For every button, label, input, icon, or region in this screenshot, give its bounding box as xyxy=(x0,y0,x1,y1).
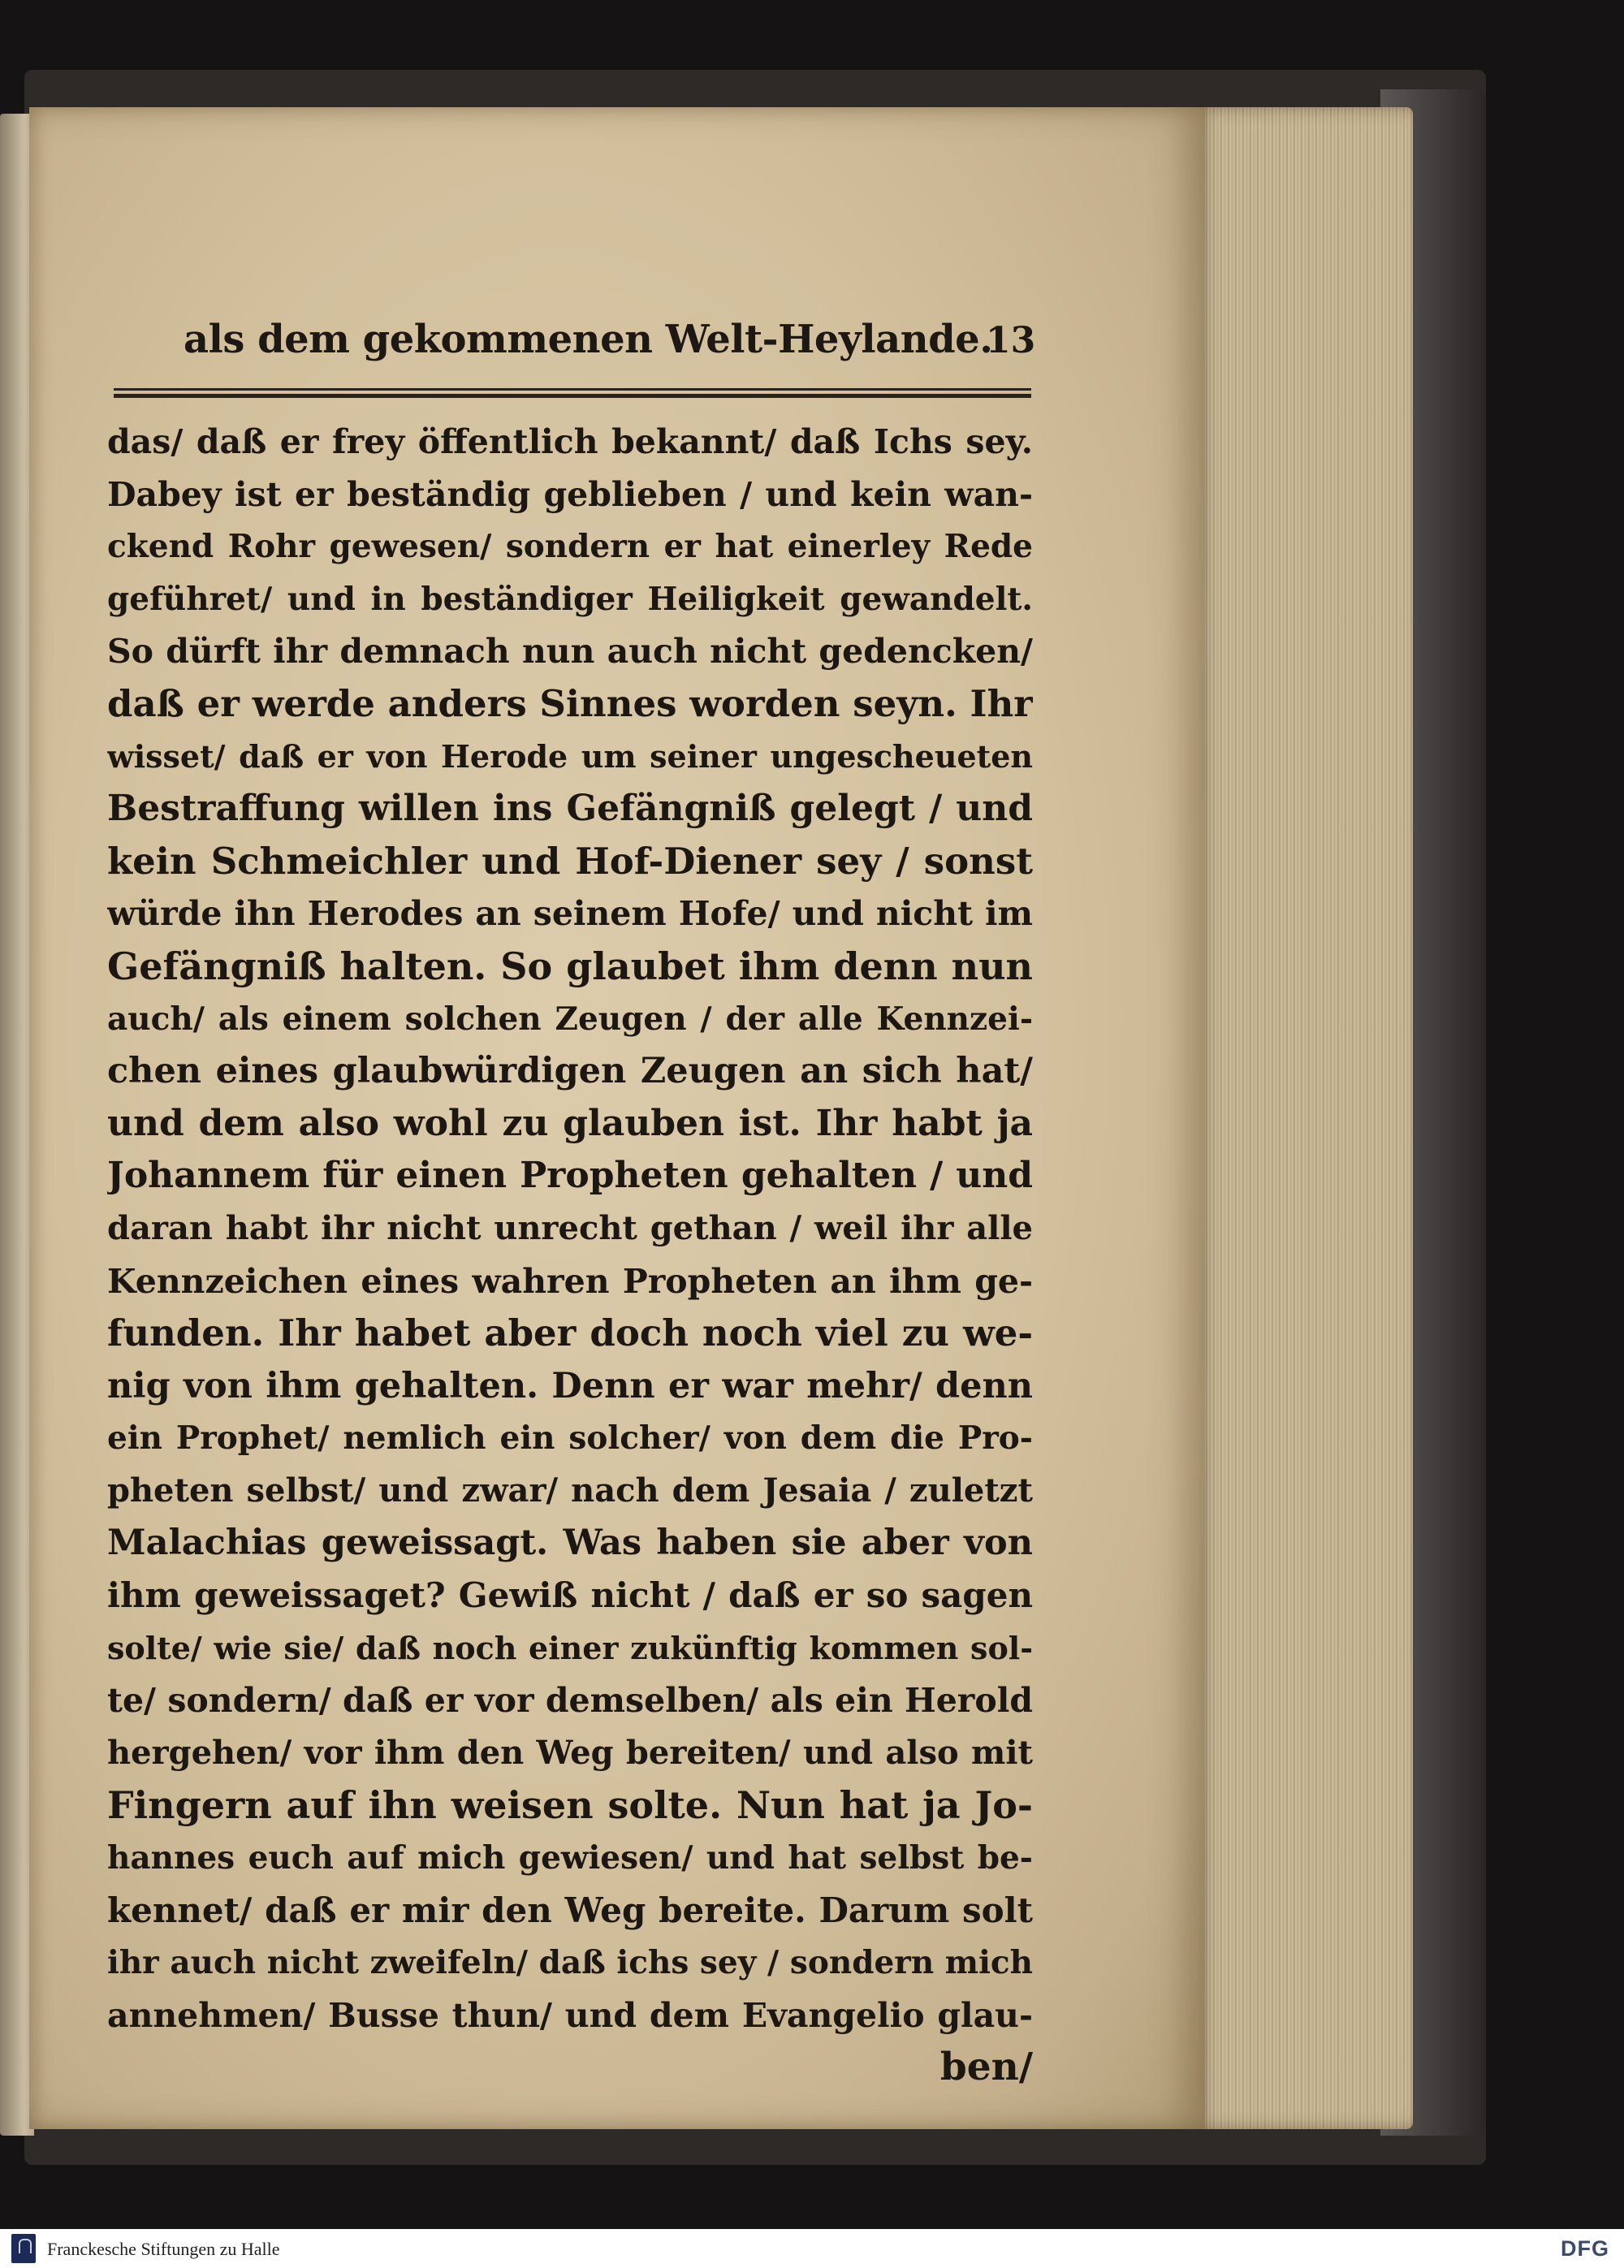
text-line: Johannem für einen Propheten gehalten / und xyxy=(107,1155,1033,1197)
text-line: würde ihn Herodes an seinem Hofe/ und nicht im xyxy=(107,894,1033,934)
institution-name: Franckesche Stiftungen zu Halle xyxy=(47,2239,280,2259)
text-line: solte/ wie sie/ daß noch einer zukünftig kommen sol- xyxy=(107,1629,1033,1666)
text-line: ihm geweissaget? Gewiß nicht / daß er so sagen xyxy=(107,1575,1033,1616)
text-line: te/ sondern/ daß er vor demselben/ als ein Herold xyxy=(107,1681,1033,1721)
catchword-line: ben/ xyxy=(939,2045,1033,2090)
text-line: pheten selbst/ und zwar/ nach dem Jesaia / zuletzt xyxy=(107,1471,1033,1510)
text-line: nig von ihm gehalten. Denn er war mehr/ denn xyxy=(107,1365,1033,1406)
book-page xyxy=(29,107,1205,2129)
text-line: kennet/ daß er mir den Weg bereite. Darum solt xyxy=(107,1890,1033,1930)
text-line: ein Prophet/ nemlich ein solcher/ von dem die Pro- xyxy=(107,1419,1033,1458)
text-line: funden. Ihr habet aber doch noch viel zu we- xyxy=(107,1311,1033,1355)
text-line: Kennzeichen eines wahren Propheten an ihm ge- xyxy=(107,1261,1033,1301)
text-line: geführet/ und in beständiger Heiligkeit gewandelt. xyxy=(107,580,1033,618)
text-line: hannes euch auf mich gewiesen/ und hat selbst be- xyxy=(107,1839,1033,1877)
text-line: chen eines glaubwürdigen Zeugen an sich hat/ xyxy=(107,1051,1033,1092)
text-line: annehmen/ Busse thun/ und dem Evangelio glau- xyxy=(107,1995,1033,2035)
text-line: So dürft ihr demnach nun auch nicht gedencken/ xyxy=(107,632,1033,672)
text-line: und dem also wohl zu glauben ist. Ihr habt ja xyxy=(107,1102,1033,1144)
text-line: wisset/ daß er von Herode um seiner ungescheueten xyxy=(107,737,1033,775)
text-line: Gefängniß halten. So glaubet ihm denn nun xyxy=(107,944,1033,988)
text-line: Bestraffung willen ins Gefängniß gelegt / und xyxy=(107,788,1033,830)
text-line: Fingern auf ihn weisen solte. Nun hat ja Jo- xyxy=(107,1783,1033,1828)
text-line: das/ daß er frey öffentlich bekannt/ daß Ichs sey. xyxy=(107,422,1033,461)
page-block-edge xyxy=(1194,107,1413,2129)
text-line: daran habt ihr nicht unrecht gethan / weil ihr alle xyxy=(107,1208,1033,1247)
institution-logo-icon xyxy=(11,2234,36,2263)
text-line: ihr auch nicht zweifeln/ daß ichs sey / sondern mich xyxy=(107,1944,1033,1982)
body-text xyxy=(107,416,1033,2137)
text-line: ckend Rohr gewesen/ sondern er hat einerley Rede xyxy=(107,528,1033,566)
header-rule xyxy=(114,388,1031,400)
text-line: kein Schmeichler und Hof-Diener sey / sonst xyxy=(107,839,1033,883)
viewer-footer xyxy=(0,2229,1624,2268)
dfg-logo: DFG xyxy=(1561,2236,1609,2261)
running-head: als dem gekommenen Welt-Heylande. xyxy=(184,317,993,362)
text-line: daß er werde anders Sinnes worden seyn. Ihr xyxy=(107,681,1033,725)
text-line: hergehen/ vor ihm den Weg bereiten/ und also mit xyxy=(107,1733,1033,1772)
text-line: Dabey ist er beständig geblieben / und kein wan- xyxy=(107,474,1033,514)
page-number: 13 xyxy=(986,320,1036,361)
text-line: auch/ als einem solchen Zeugen / der alle Kennzei- xyxy=(107,1000,1033,1038)
text-line: Malachias geweissagt. Was haben sie aber von xyxy=(107,1523,1033,1564)
